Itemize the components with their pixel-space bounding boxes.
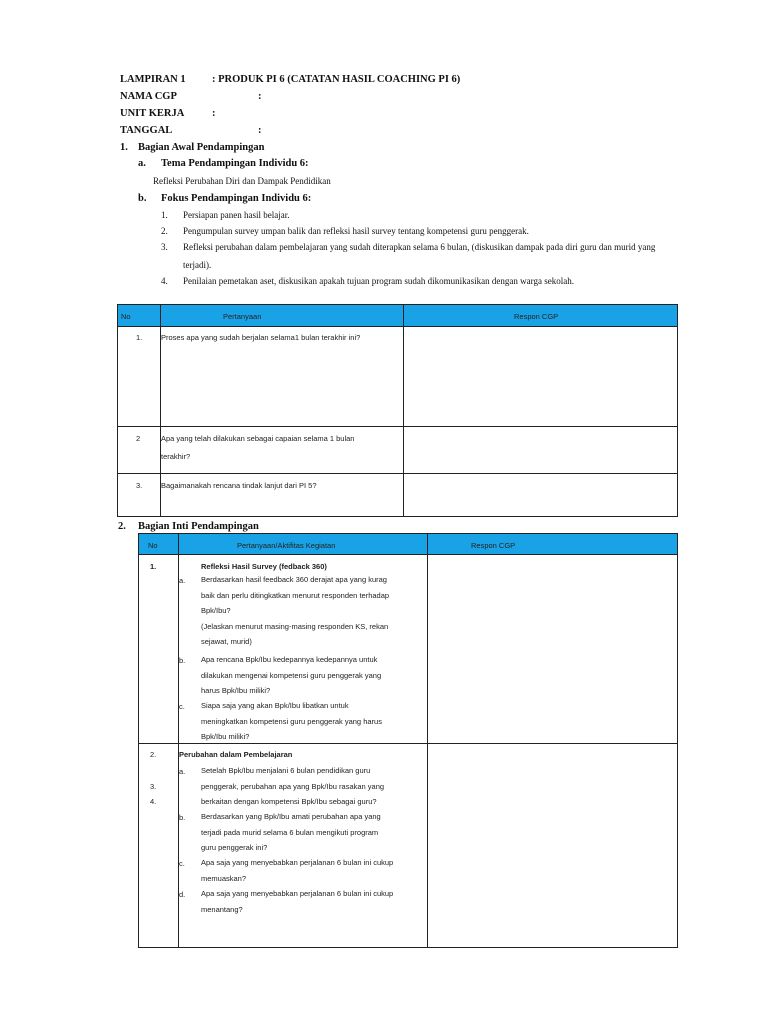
section1a-title: Tema Pendampingan Individu 6:	[161, 158, 309, 169]
section1b-letter: b.	[138, 193, 147, 204]
list-letter: b.	[179, 813, 186, 822]
section1b-title: Fokus Pendampingan Individu 6:	[161, 193, 312, 204]
table2-header-response: Respon CGP	[471, 541, 516, 550]
section1a-letter: a.	[138, 158, 146, 169]
table2-row-item: Apa saja yang menyebabkan perjalanan 6 bulan ini cukup menantang?	[201, 889, 394, 914]
table2-row-number: 3.	[150, 782, 157, 791]
table2-row-item: Berdasarkan hasil feedback 360 derajat apa yang kurag baik dan perlu ditingkatkan menurut responden terhadap Bpk/Ibu? (Jelaskan menurut masing-masing responden KS, rekan sejawat, murid)	[201, 575, 390, 646]
table1-header-no: No	[121, 312, 131, 321]
list-letter: b.	[179, 656, 186, 665]
list-letter: a.	[179, 767, 186, 776]
focus-item-text: Penilaian pemetakan aset, diskusikan apakah tujuan program sudah dikomunikasikan dengan warga sekolah.	[183, 276, 574, 286]
table2	[138, 533, 678, 948]
table1-header-question: Pertanyaan	[223, 312, 262, 321]
table1-header-response: Respon CGP	[514, 312, 559, 321]
lampiran-value: : PRODUK PI 6 (CATATAN HASIL COACHING PI 6)	[212, 74, 461, 85]
nama-cgp-label: NAMA CGP	[120, 91, 177, 102]
focus-item-number: 4.	[161, 276, 168, 286]
table2-row-title: Perubahan dalam Pembelajaran	[179, 750, 293, 759]
section2-number: 2.	[118, 521, 126, 532]
table1-row-question: Bagaimanakah rencana tindak lanjut dari PI 5?	[161, 481, 317, 490]
section1-title: Bagian Awal Pendampingan	[138, 142, 265, 153]
focus-item-text-continued: terjadi).	[183, 260, 212, 270]
table2-header-row	[139, 534, 677, 555]
table2-row-item: Apa saja yang menyebabkan perjalanan 6 bulan ini cukup memuaskan?	[201, 858, 394, 883]
section2-title: Bagian Inti Pendampingan	[138, 521, 259, 532]
section1a-text: Refleksi Perubahan Diri dan Dampak Pendidikan	[153, 176, 331, 186]
table1-header-row	[118, 305, 677, 327]
list-letter: c.	[179, 702, 185, 711]
tanggal-label: TANGGAL	[120, 125, 173, 136]
focus-item-number: 3.	[161, 242, 168, 252]
table1-row-question: Apa yang telah dilakukan sebagai capaian selama 1 bulan	[161, 434, 355, 443]
list-letter: d.	[179, 890, 186, 899]
table2-row-number: 2.	[150, 750, 157, 759]
list-letter: c.	[179, 859, 185, 868]
table2-header-no: No	[148, 541, 158, 550]
table1-row-question: Proses apa yang sudah berjalan selama1 bulan terakhir ini?	[161, 333, 361, 342]
table1-row-number: 1.	[136, 333, 143, 342]
focus-item-text: Pengumpulan survey umpan balik dan refleksi hasil survey tentang kompetensi guru penggerak.	[183, 226, 529, 236]
unit-kerja-label: UNIT KERJA	[120, 108, 185, 119]
table2-row-number: 4.	[150, 797, 157, 806]
focus-item-number: 1.	[161, 210, 168, 220]
table2-row-item: Setelah Bpk/Ibu menjalani 6 bulan pendidikan guru penggerak, perubahan apa yang Bpk/Ibu rasakan yang berkaitan dengan kompetensi Bpk/Ibu sebagai guru?	[201, 766, 385, 806]
table1	[117, 304, 678, 517]
list-letter: a.	[179, 576, 186, 585]
table2-row-title: Refleksi Hasil Survey (fedback 360)	[201, 562, 327, 571]
section1-number: 1.	[120, 142, 128, 153]
table2-header-question: Pertanyaan/Aktifitas Kegiatan	[237, 541, 336, 550]
table1-row-question-continued: terakhir?	[161, 452, 191, 461]
focus-item-text: Persiapan panen hasil belajar.	[183, 210, 290, 220]
focus-item-number: 2.	[161, 226, 168, 236]
table2-row-number: 1.	[150, 562, 157, 571]
table1-row-number: 2	[136, 434, 141, 443]
tanggal-colon: :	[258, 125, 262, 136]
table2-row-item: Apa rencana Bpk/Ibu kedepannya kedepannya untuk dilakukan mengenai kompetensi guru penggerak yang harus Bpk/Ibu miliki?	[201, 655, 382, 695]
lampiran-label: LAMPIRAN 1	[120, 74, 186, 85]
table2-row-item: Siapa saja yang akan Bpk/Ibu libatkan untuk meningkatkan kompetensi guru penggerak yang harus Bpk/Ibu miliki?	[201, 701, 382, 741]
unit-kerja-colon: :	[212, 108, 216, 119]
table1-row-number: 3.	[136, 481, 143, 490]
nama-cgp-colon: :	[258, 91, 262, 102]
table2-row-item: Berdasarkan yang Bpk/Ibu amati perubahan apa yang terjadi pada murid selama 6 bulan mengikuti program guru penggerak ini?	[201, 812, 381, 852]
focus-item-text: Refleksi perubahan dalam pembelajaran yang sudah diterapkan selama 6 bulan, (diskusikan dampak pada diri guru dan murid yang	[183, 242, 656, 252]
